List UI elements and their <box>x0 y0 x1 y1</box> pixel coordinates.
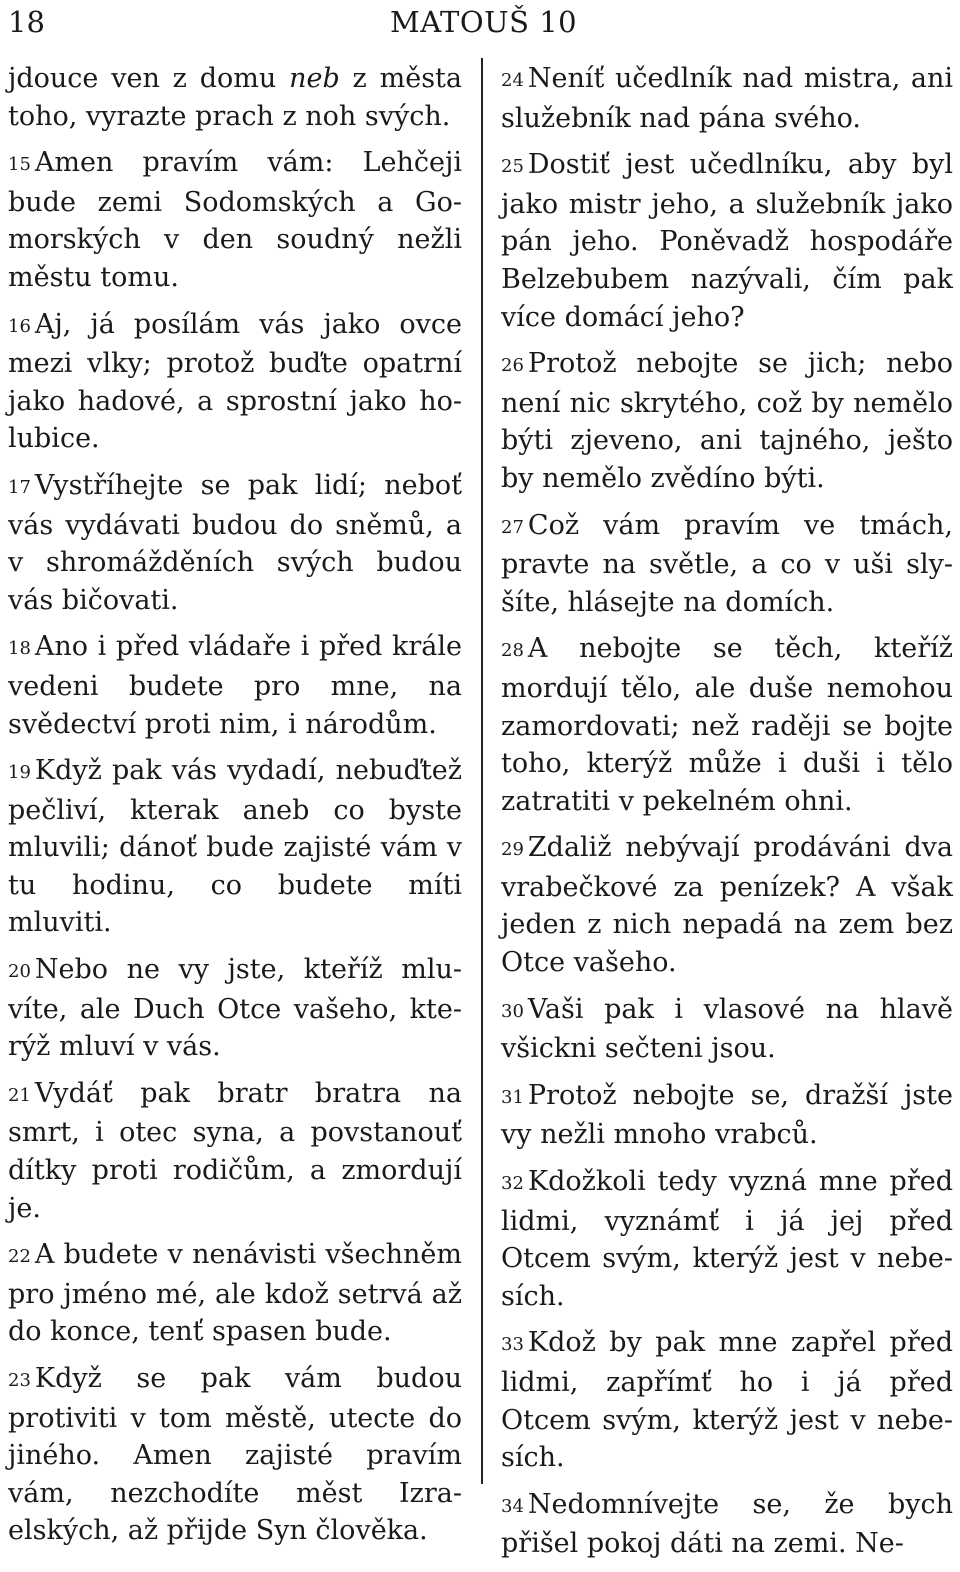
verse-33 <box>501 1324 953 1476</box>
verse-text: Zdaliž nebývají prodáváni dva vrabečkové za penízek? A však jeden z nich nepadá na zem bez Otce vašeho. <box>501 832 953 979</box>
verse-number: 29 <box>501 839 524 861</box>
verse-29 <box>501 829 953 981</box>
verse-number: 25 <box>501 156 524 178</box>
verse-number: 34 <box>501 1495 524 1517</box>
verse-text: Protož nebojte se, dražší jste vy nežli mnoho vrabců. <box>501 1079 953 1151</box>
verse-number: 24 <box>501 70 524 91</box>
verse-text: Když se pak vám budou protiviti v tom městě, utecte do jiného. Amen zajisté pravím vám, nezchodíte měst Izraelských, až přijde Syn člověka. <box>8 1363 462 1547</box>
verse-text: Nebo ne vy jste, kteříž mluvíte, ale Duch Otce vašeho, kterýž mluví v vás. <box>8 954 462 1063</box>
verse-number: 19 <box>8 762 31 784</box>
verse-34 <box>501 1486 953 1563</box>
verse-text: Vydáť pak bratr bratra na smrt, i otec syna, a povstanouť dítky proti rodičům, a zmordují je. <box>8 1077 462 1224</box>
verse-text: Vystříhejte se pak lidí; neboť vás vydávati budou do sněmů, a v shromážděních svých budou vás bičovati. <box>8 469 462 616</box>
continuation-before: jdouce ven z domu <box>8 63 290 94</box>
verse-15 <box>8 144 462 296</box>
verse-number: 26 <box>501 355 524 377</box>
verse-number: 17 <box>8 476 31 498</box>
continuation-italic: neb <box>289 63 340 94</box>
verse-number: 33 <box>501 1334 524 1356</box>
verse-text: Kdožkoli tedy vyzná mne před lidmi, vyznámť i já jej před Otcem svým, kterýž jest v nebesích. <box>501 1166 953 1312</box>
verse-21 <box>8 1075 462 1227</box>
verse-continuation <box>8 60 462 135</box>
verse-text: Dostiť jest učedlníku, aby byl jako mistr jeho, a služebník jako pán jeho. Poněvadž hospodáře Belzebubem nazývali, čím pak více domácí jeho? <box>501 149 953 333</box>
verse-27 <box>501 507 953 622</box>
verse-number: 22 <box>8 1246 31 1268</box>
verse-text: Aj, já posílám vás jako ovce mezi vlky; protož buďte opatrní jako hadové, a sprostní jako holubice. <box>8 308 462 455</box>
verse-26 <box>501 345 953 497</box>
verse-16 <box>8 306 462 458</box>
verse-text: Amen pravím vám: Lehčeji bude zemi Sodomských a Gomorských v den soudný nežli městu tomu. <box>8 147 462 293</box>
verse-18 <box>8 628 462 743</box>
verse-19 <box>8 752 462 942</box>
right-column <box>501 60 953 1572</box>
page-number: 18 <box>8 5 45 39</box>
verse-17 <box>8 467 462 619</box>
verse-23 <box>8 1360 462 1550</box>
verse-text: Když pak vás vydadí, nebuďtež pečliví, kterak aneb co byste mluvili; dánoť bude zajisté vám v tu hodinu, co budete míti mluviti. <box>8 755 462 939</box>
verse-number: 18 <box>8 638 31 660</box>
verse-text: Vaši pak i vlasové na hlavě všickni sečteni jsou. <box>501 993 953 1065</box>
verse-24 <box>501 60 953 137</box>
verse-number: 15 <box>8 154 31 176</box>
verse-number: 32 <box>501 1173 524 1195</box>
verse-number: 28 <box>501 640 524 662</box>
verse-25 <box>501 146 953 336</box>
column-divider <box>481 58 483 1484</box>
verse-20 <box>8 951 462 1066</box>
verse-31 <box>501 1077 953 1154</box>
verse-number: 31 <box>501 1086 524 1108</box>
verse-number: 30 <box>501 1000 524 1022</box>
verse-text: Kdož by pak mne zapřel před lidmi, zapřímť ho i já před Otcem svým, kterýž jest v nebesích. <box>501 1327 953 1474</box>
verse-text: Ano i před vládaře i před krále vedeni budete pro mne, na svědectví proti nim, i národům. <box>8 631 462 740</box>
page-header <box>0 0 960 50</box>
verse-text: Nedomnívejte se, že bych přišel pokoj dáti na zemi. Ne- <box>501 1488 953 1560</box>
left-column <box>8 60 462 1559</box>
verse-number: 16 <box>8 315 31 337</box>
verse-number: 20 <box>8 961 31 983</box>
verse-text: Což vám pravím ve tmách, pravte na světle, a co v uši slyšíte, hlásejte na domích. <box>501 509 953 618</box>
verse-text: A nebojte se těch, kteříž mordují tělo, ale duše nemohou zamordovati; než raději se bojte toho, kterýž může i duši i tělo zatratiti v pekelném ohni. <box>501 633 953 817</box>
verse-text: Protož nebojte se jich; nebo není nic skrytého, což by nemělo býti zjeveno, ani tajného, ješto by nemělo zvědíno býti. <box>501 348 953 494</box>
verse-30 <box>501 991 953 1068</box>
running-title: MATOUŠ 10 <box>390 5 578 39</box>
verse-number: 21 <box>8 1084 31 1106</box>
verse-number: 27 <box>501 516 524 538</box>
verse-text: Neníť učedlník nad mistra, ani služebník nad pána svého. <box>501 63 953 134</box>
verse-28 <box>501 630 953 820</box>
verse-number: 23 <box>8 1370 31 1391</box>
verse-text: A budete v nenávisti všechněm pro jméno mé, ale kdož setrvá až do konce, tenť spasen bude. <box>8 1239 462 1348</box>
verse-32 <box>501 1163 953 1315</box>
verse-22 <box>8 1236 462 1351</box>
continuation-after: z města toho, vyrazte prach z noh svých. <box>8 63 462 132</box>
